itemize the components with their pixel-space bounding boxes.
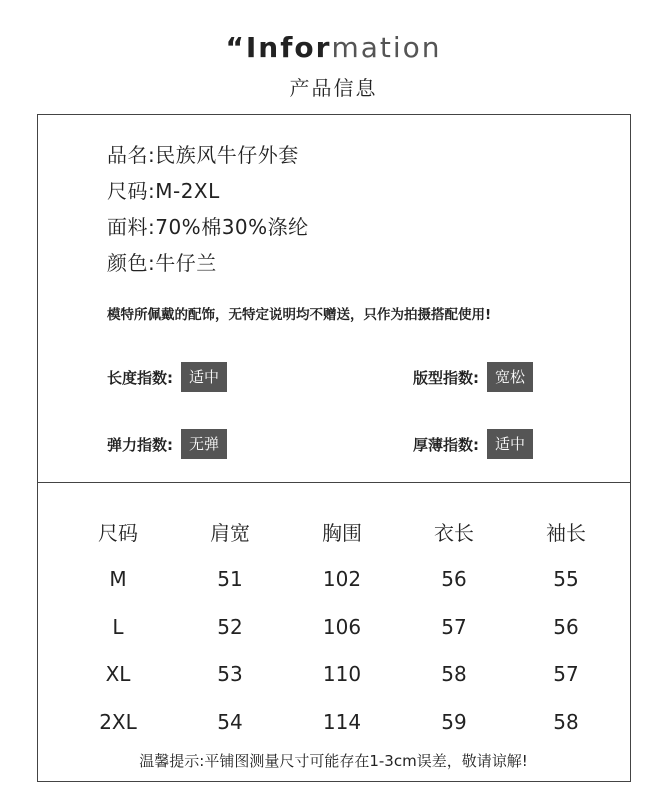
title-english-light: mation <box>331 31 442 64</box>
table-row <box>62 556 622 604</box>
table-cell: 106 <box>322 614 362 639</box>
table-cell: 53 <box>217 662 243 687</box>
table-row <box>62 651 622 699</box>
index-value-badge: 宽松 <box>487 362 533 392</box>
table-cell: 56 <box>441 567 467 592</box>
table-cell: L <box>112 614 124 639</box>
table-cell: M <box>109 567 127 592</box>
table-cell: 58 <box>441 662 467 687</box>
table-cell: 57 <box>553 662 579 687</box>
table-cell: 59 <box>441 709 467 734</box>
column-header: 肩宽 <box>210 521 250 546</box>
table-cell: 56 <box>553 614 579 639</box>
index-elasticity <box>107 429 227 459</box>
column-header: 胸围 <box>322 521 362 546</box>
table-cell: XL <box>105 662 131 687</box>
info-color: 颜色:牛仔兰 <box>107 251 217 275</box>
table-cell: 110 <box>322 662 362 687</box>
index-fit <box>413 362 533 392</box>
index-label: 厚薄指数: <box>413 435 479 454</box>
index-label: 弹力指数: <box>107 435 173 454</box>
title-english <box>0 30 667 66</box>
index-value-badge: 适中 <box>181 362 227 392</box>
info-size: 尺码:M-2XL <box>107 179 220 203</box>
table-row <box>62 603 622 651</box>
table-cell: 51 <box>217 567 243 592</box>
table-header-row <box>62 508 622 556</box>
column-header: 尺码 <box>98 521 138 546</box>
accessory-note: 模特所佩戴的配饰，无特定说明均不赠送，只作为拍摄搭配使用! <box>107 307 492 323</box>
table-cell: 54 <box>217 709 243 734</box>
section-divider <box>37 482 631 483</box>
info-fabric: 面料:70%棉30%涤纶 <box>107 215 309 239</box>
column-header: 袖长 <box>546 521 586 546</box>
table-cell: 102 <box>322 567 362 592</box>
table-cell: 114 <box>322 709 362 734</box>
measurement-tip: 温馨提示:平铺图测量尺寸可能存在1-3cm误差，敬请谅解! <box>139 752 528 770</box>
index-value-badge: 无弹 <box>181 429 227 459</box>
table-cell: 52 <box>217 614 243 639</box>
size-table <box>62 508 622 746</box>
index-length <box>107 362 227 392</box>
column-header: 衣长 <box>434 521 474 546</box>
table-cell: 55 <box>553 567 579 592</box>
info-product-name: 品名:民族风牛仔外套 <box>107 143 299 167</box>
index-label: 长度指数: <box>107 368 173 387</box>
index-thickness <box>413 429 533 459</box>
product-info <box>107 137 309 281</box>
table-cell: 57 <box>441 614 467 639</box>
title-chinese: 产品信息 <box>289 76 378 100</box>
table-cell: 2XL <box>99 709 137 734</box>
page-header <box>0 30 667 101</box>
index-label: 版型指数: <box>413 368 479 387</box>
table-cell: 58 <box>553 709 579 734</box>
table-row <box>62 698 622 746</box>
index-value-badge: 适中 <box>487 429 533 459</box>
title-english-bold: “Infor <box>225 31 332 64</box>
